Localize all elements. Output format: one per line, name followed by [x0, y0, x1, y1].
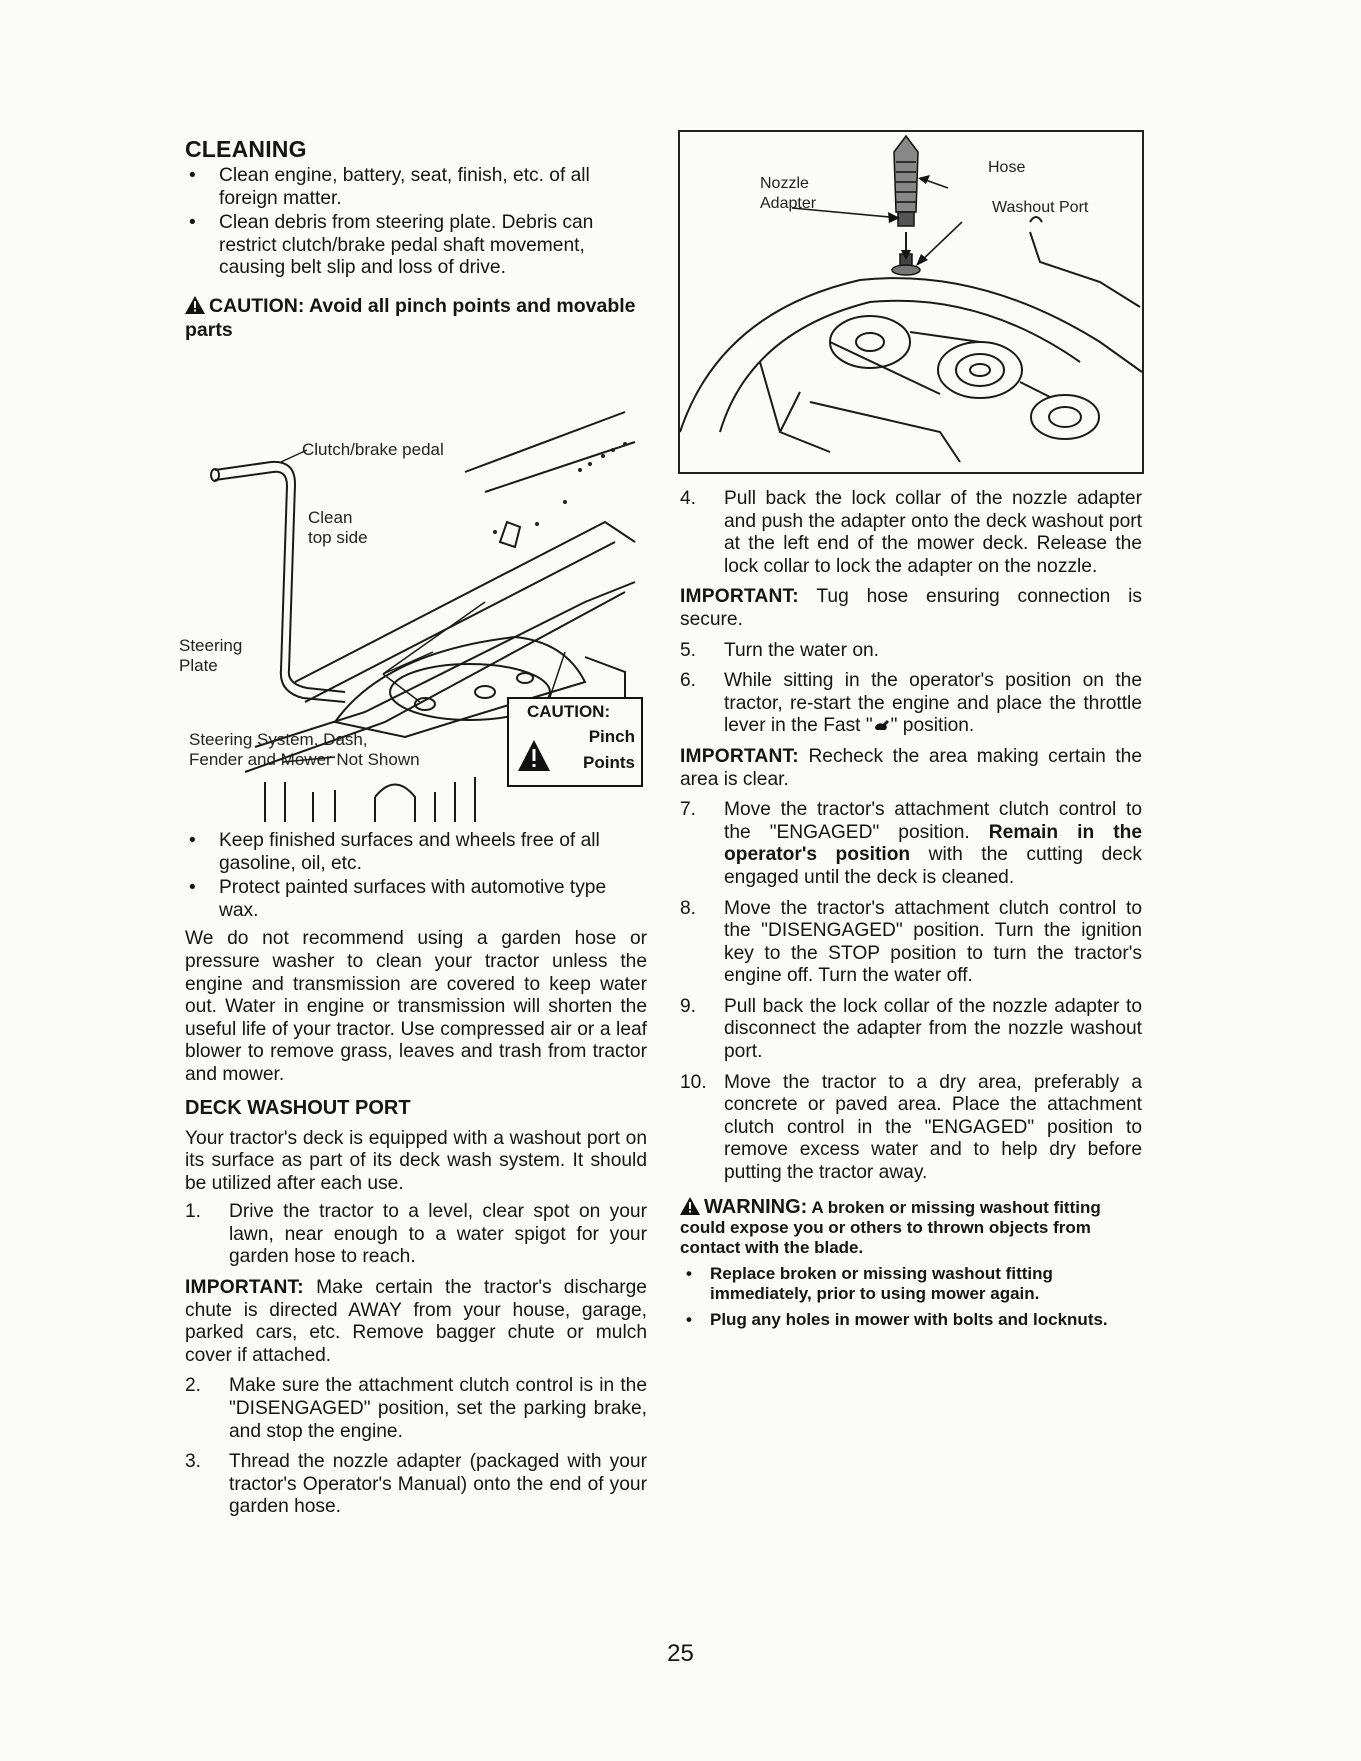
- step-number: 2.: [185, 1375, 202, 1397]
- step-text: Make sure the attachment clutch control is in the "DISENGAGED" position, set the parking brake, and stop the engine.: [229, 1375, 647, 1442]
- step-number: 5.: [680, 639, 697, 661]
- list-item: • Clean engine, battery, seat, finish, etc. of all foreign matter.: [185, 165, 647, 210]
- important-note-1: [185, 1277, 647, 1367]
- page-number: 25: [667, 1640, 694, 1667]
- cleaning-heading: CLEANING: [185, 136, 307, 162]
- top-side-label: top side: [308, 527, 368, 547]
- step7-text-c: with the cutting deck engaged until the deck is cleaned.: [724, 844, 1142, 888]
- step6-text: While sitting in the operator's position on the tractor, re-start the engine and place the throttle lever in the Fast ": [724, 670, 1142, 737]
- warning-bullets: [680, 1264, 1142, 1330]
- adapter-label: Adapter: [760, 195, 817, 212]
- deck-washout-heading: DECK WASHOUT PORT: [185, 1096, 411, 1119]
- important-text: Recheck the area making certain the area is clear.: [680, 745, 1142, 790]
- caution-box-line2: Points: [583, 752, 635, 772]
- step-2: [185, 1375, 647, 1443]
- left-column: [179, 130, 647, 1527]
- warning-triangle-icon: [185, 296, 205, 314]
- step-1: [185, 1201, 647, 1269]
- cleaning-bullets: [185, 165, 647, 280]
- warning-note: [680, 1197, 1142, 1258]
- step-text: Drive the tractor to a level, clear spot on your lawn, near enough to a water spigot for your garden hose to reach.: [229, 1201, 647, 1268]
- caution-note: [185, 294, 647, 342]
- finish-bullets: [185, 830, 647, 922]
- right-column: [680, 130, 1142, 1336]
- list-item: • Protect painted surfaces with automotive type wax.: [185, 877, 647, 922]
- warning-triangle-icon: [517, 739, 551, 773]
- step-3: [185, 1451, 647, 1519]
- not-shown-note-1: Steering System, Dash,: [189, 729, 368, 749]
- step-number: 6.: [680, 670, 697, 692]
- step-text: Pull back the lock collar of the nozzle adapter to disconnect the adapter from the nozzle washout port.: [724, 995, 1142, 1063]
- important-text: Make certain the tractor's discharge chute is directed AWAY from your house, garage, parked cars, etc. Remove bagger chute or mulch cover if attached.: [185, 1277, 647, 1366]
- list-item: • Plug any holes in mower with bolts and locknuts.: [680, 1310, 1142, 1330]
- step-text: Thread the nozzle adapter (packaged with your tractor's Operator's Manual) onto the end of your garden hose.: [229, 1451, 647, 1518]
- steering-label: Steering: [179, 635, 243, 655]
- step-10: [680, 1072, 1142, 1185]
- important-label: IMPORTANT:: [680, 586, 799, 608]
- washout-port-illustration: [680, 132, 1142, 472]
- step-7: [680, 799, 1142, 889]
- step-text: Turn the water on.: [724, 639, 879, 661]
- plate-label: Plate: [179, 655, 218, 675]
- step-number: 3.: [185, 1451, 202, 1473]
- step-number: 1.: [185, 1201, 202, 1223]
- not-shown-note-2: Fender and Mower Not Shown: [189, 749, 420, 769]
- step-8: [680, 898, 1142, 988]
- rabbit-fast-icon: [873, 717, 891, 733]
- caution-box-title: CAUTION:: [527, 701, 611, 721]
- step-text: Pull back the lock collar of the nozzle adapter and push the adapter onto the deck washout port at the left end of the mower deck. Release the lock collar to lock the adapter on the nozzle.: [724, 488, 1142, 577]
- step-number: 4.: [680, 488, 697, 509]
- washout-port-label: Washout Port: [992, 199, 1089, 216]
- clean-label: Clean: [308, 507, 353, 527]
- warning-text: A broken or missing washout fitting could expose you or others to thrown objects from contact with the blade.: [680, 1197, 1101, 1257]
- step-4: [680, 488, 1142, 578]
- warning-triangle-icon: [680, 1197, 700, 1215]
- caution-box-line1: Pinch: [588, 726, 635, 746]
- step-6: [680, 670, 1142, 738]
- hose-label: Hose: [988, 159, 1026, 176]
- step-5: [680, 640, 1142, 663]
- important-label: IMPORTANT:: [185, 1277, 304, 1299]
- step-text: [724, 670, 1142, 738]
- pedal-label: Clutch/brake pedal: [302, 439, 444, 459]
- pinch-points-caution-box: [507, 697, 643, 787]
- deck-intro: Your tractor's deck is equipped with a washout port on its surface as part of its deck wash system. It should be utilized after each use.: [185, 1127, 647, 1194]
- important-text: Tug hose ensuring connection is secure.: [680, 586, 1142, 630]
- step-number: 8.: [680, 897, 697, 919]
- caution-text: CAUTION: Avoid all pinch points and movable parts: [185, 294, 636, 341]
- step-number: 9.: [680, 995, 697, 1017]
- step6-text-end: " position.: [890, 715, 975, 737]
- list-item: • Keep finished surfaces and wheels free of all gasoline, oil, etc.: [185, 830, 647, 875]
- important-note-3: [680, 746, 1142, 791]
- step7-text-a: Move the tractor's attachment clutch control to the "ENGAGED" position.: [724, 799, 1142, 843]
- list-item: • Replace broken or missing washout fitting immediately, prior to using mower again.: [680, 1264, 1142, 1304]
- steering-plate-figure: [179, 352, 647, 822]
- step-text: Move the tractor's attachment clutch control to the "DISENGAGED" position. Turn the ignition key to the STOP position to turn the tractor's engine off. Turn the water off.: [724, 897, 1142, 987]
- step-9: [680, 996, 1142, 1064]
- important-label: IMPORTANT:: [680, 745, 799, 767]
- list-item: • Clean debris from steering plate. Debris can restrict clutch/brake pedal shaft movement, causing belt slip and loss of drive.: [185, 212, 647, 280]
- step7-emphasis: Remain in the operator's position: [724, 821, 1142, 866]
- important-note-2: [680, 586, 1142, 631]
- step-text: [724, 799, 1142, 889]
- cleaning-paragraph: We do not recommend using a garden hose or pressure washer to clean your tractor unless the engine and transmission are covered to keep water out. Water in engine or transmission will shorten the useful life of your tractor. Use compressed air or a leaf blower to remove grass, leaves and trash from tractor and mower.: [185, 928, 647, 1085]
- step-text: Move the tractor to a dry area, preferably a concrete or paved area. Place the attachment clutch control in the "ENGAGED" position to remove excess water and to help dry before putting the tractor away.: [724, 1071, 1142, 1184]
- nozzle-label: Nozzle: [760, 175, 809, 192]
- step-number: 10.: [680, 1071, 707, 1093]
- washout-port-figure: [678, 130, 1144, 474]
- warning-title: WARNING:: [704, 1195, 808, 1218]
- step-number: 7.: [680, 799, 697, 821]
